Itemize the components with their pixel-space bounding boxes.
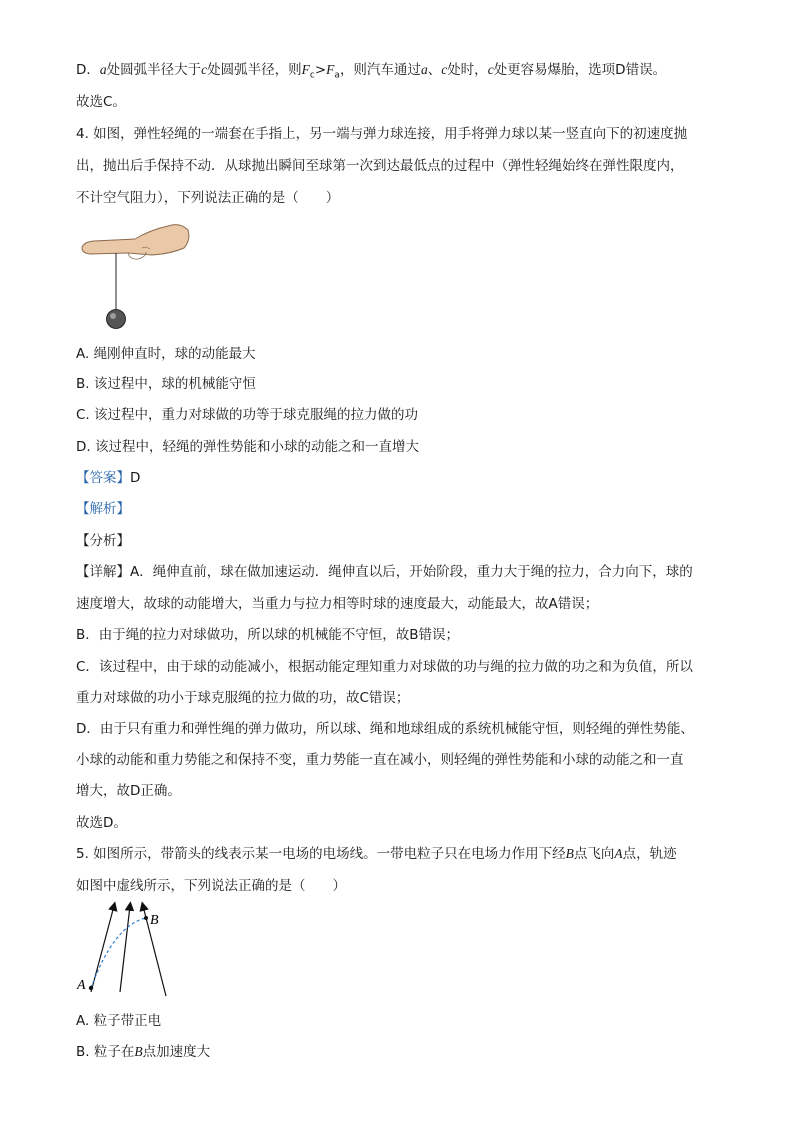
label-a: A [77,978,86,993]
answer-value: D [130,470,141,486]
text-span: B. 粒子在 [76,1044,135,1060]
text-line: 出，抛出后手保持不动．从球抛出瞬间至球第一次到达最低点的过程中（弹性轻绳始终在弹性限度内， [76,158,684,174]
text-span: 点加速度大 [142,1044,211,1060]
var-F: F [301,62,310,77]
q5-option-b [76,1042,210,1062]
detail-line: C．该过程中，由于球的动能减小，根据动能定理知重力对球做的功与绳的拉力做的功之和为负值，所以 [76,659,693,675]
detail-line: 速度增大，故球的动能增大，当重力与拉力相等时球的速度最大，动能最大，故A错误； [76,596,599,612]
detail-line: 小球的动能和重力势能之和保持不变，重力势能一直在减小，则轻绳的弹性势能和小球的动能之和一直 [76,752,684,768]
text-span: 处更容易爆胎，选项D错误。 [493,62,667,78]
var-B: B [565,846,574,861]
detail-text: A．绳伸直前，球在做加速运动．绳伸直以后，开始阶段，重力大于绳的拉力，合力向下，球的 [130,564,693,580]
fenxi-tag: 【分析】 [76,533,130,549]
point-a [89,986,93,990]
option-a: A. 绳刚伸直时，球的动能最大 [76,346,256,362]
detail-tag: 【详解】 [76,564,130,580]
var-c: c [201,62,208,77]
detail-line: 重力对球做的功小于球克服绳的拉力做的功，故C错误； [76,690,410,706]
text-span: 处圆弧半径大于 [106,62,202,78]
text-line: 故选C。 [76,94,126,110]
trajectory-path [91,918,146,988]
text-span: 处时， [447,62,488,78]
detail-line [76,562,693,582]
subscript: c [309,70,315,81]
answer-line [76,468,140,488]
hand-icon [82,225,189,255]
detail-line: B．由于绳的拉力对球做功，所以球的机械能不守恒，故B错误； [76,627,460,643]
field-line-1 [91,906,114,992]
text-line [76,60,666,86]
text-span: D． [76,62,100,78]
text-span: 点，轨迹 [622,846,677,862]
text-span: > [314,62,327,78]
text-span: 处圆弧半径，则 [207,62,302,78]
answer-tag: 【答案】 [76,470,130,486]
var-A: A [614,846,623,861]
var-F: F [326,62,335,77]
option-b: B. 该过程中，球的机械能守恒 [76,376,256,392]
label-b: B [150,913,159,928]
text-span: ，则汽车通过 [339,62,421,78]
option-c: C. 该过程中，重力对球做的功等于球克服绳的拉力做的功 [76,407,419,423]
ball-icon [107,310,126,329]
ball-highlight [110,313,116,319]
var-B: B [134,1044,143,1059]
var-a: a [420,62,428,77]
var-c: c [487,62,494,77]
detail-line: D．由于只有重力和弹性绳的弹力做功，所以球、绳和地球组成的系统机械能守恒，则轻绳的弹性势能、 [76,721,694,737]
question-4-text: 4. 如图，弹性轻绳的一端套在手指上，另一端与弹力球连接，用手将弹力球以某一竖直向下的初速度抛 [76,126,688,142]
text-span: 点飞向 [573,846,615,862]
q5-option-a: A. 粒子带正电 [76,1013,162,1029]
hand-ball-figure [80,220,195,332]
var-c: c [441,62,448,77]
subscript: a [334,70,340,81]
text-span: 、 [427,62,442,78]
question-5-text [76,844,677,864]
field-lines-figure [74,900,174,1000]
analysis-tag: 【解析】 [76,501,130,517]
detail-line: 故选D。 [76,815,127,831]
text-span: 5. 如图所示，带箭头的线表示某一电场的电场线。一带电粒子只在电场力作用下经 [76,846,566,862]
detail-line: 增大，故D正确。 [76,783,181,799]
var-a: a [99,62,107,77]
point-b [144,916,148,920]
text-line: 如图中虚线所示，下列说法正确的是（ ） [76,878,346,894]
text-line: 不计空气阻力），下列说法正确的是（ ） [76,190,340,206]
field-line-2 [120,906,130,992]
option-d: D. 该过程中，轻绳的弹性势能和小球的动能之和一直增大 [76,439,419,455]
